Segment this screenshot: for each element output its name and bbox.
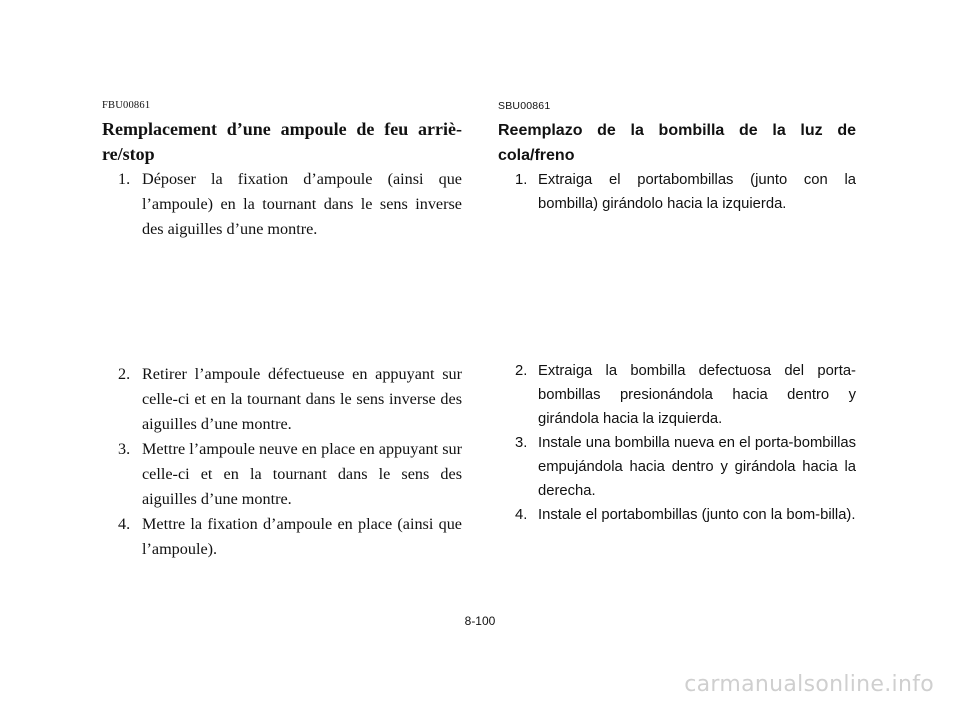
french-column (102, 100, 462, 562)
step-number: 2. (515, 363, 528, 379)
step-text: Mettre l’ampoule neuve en place en appuyant sur celle-ci et en la tournant dans le sens des aiguilles d’une montre. (142, 440, 462, 508)
step-number: 4. (118, 515, 131, 533)
step-item (498, 168, 856, 216)
section-code: SBU00861 (498, 100, 551, 112)
step-item (102, 167, 462, 242)
step-item (102, 512, 462, 562)
step-number: 3. (515, 435, 528, 451)
step-number: 2. (118, 365, 131, 383)
step-text: Instale una bombilla nueva en el porta-bombillas empujándola hacia dentro y girándola hacia la derecha. (538, 435, 856, 499)
step-item (498, 431, 856, 503)
illustration-gap (102, 242, 462, 362)
step-number: 4. (515, 507, 528, 523)
step-item (498, 359, 856, 431)
steps-list (102, 167, 462, 242)
step-text: Instale el portabombillas (junto con la bom-billa). (538, 507, 856, 523)
step-item (102, 362, 462, 437)
watermark: carmanualsonline.info (684, 672, 934, 697)
step-item (498, 503, 856, 527)
step-text: Mettre la fixation d’ampoule en place (ainsi que l’ampoule). (142, 515, 462, 558)
step-text: Extraiga la bombilla defectuosa del porta-bombillas presionándola hacia dentro y girándola hacia la izquierda. (538, 363, 856, 427)
step-text: Extraiga el portabombillas (junto con la bombilla) girándolo hacia la izquierda. (538, 172, 856, 212)
spanish-column (498, 100, 856, 527)
step-number: 1. (118, 170, 131, 188)
steps-list (102, 362, 462, 562)
steps-list (498, 359, 856, 527)
step-text: Déposer la fixation d’ampoule (ainsi que l’ampoule) en la tournant dans le sens inverse des aiguilles d’une montre. (142, 170, 462, 238)
section-title: Reemplazo de la bombilla de la luz de cola/freno (498, 122, 856, 164)
steps-list (498, 168, 856, 216)
step-item (102, 437, 462, 512)
step-text: Retirer l’ampoule défectueuse en appuyant sur celle-ci et en la tournant dans le sens inverse des aiguilles d’une montre. (142, 365, 462, 433)
step-number: 3. (118, 440, 131, 458)
page-number: 8-100 (464, 614, 496, 628)
section-title: Remplacement d’une ampoule de feu arriè-re/stop (102, 119, 462, 164)
illustration-gap (498, 216, 856, 359)
section-code: FBU00861 (102, 100, 151, 111)
step-number: 1. (515, 172, 528, 188)
